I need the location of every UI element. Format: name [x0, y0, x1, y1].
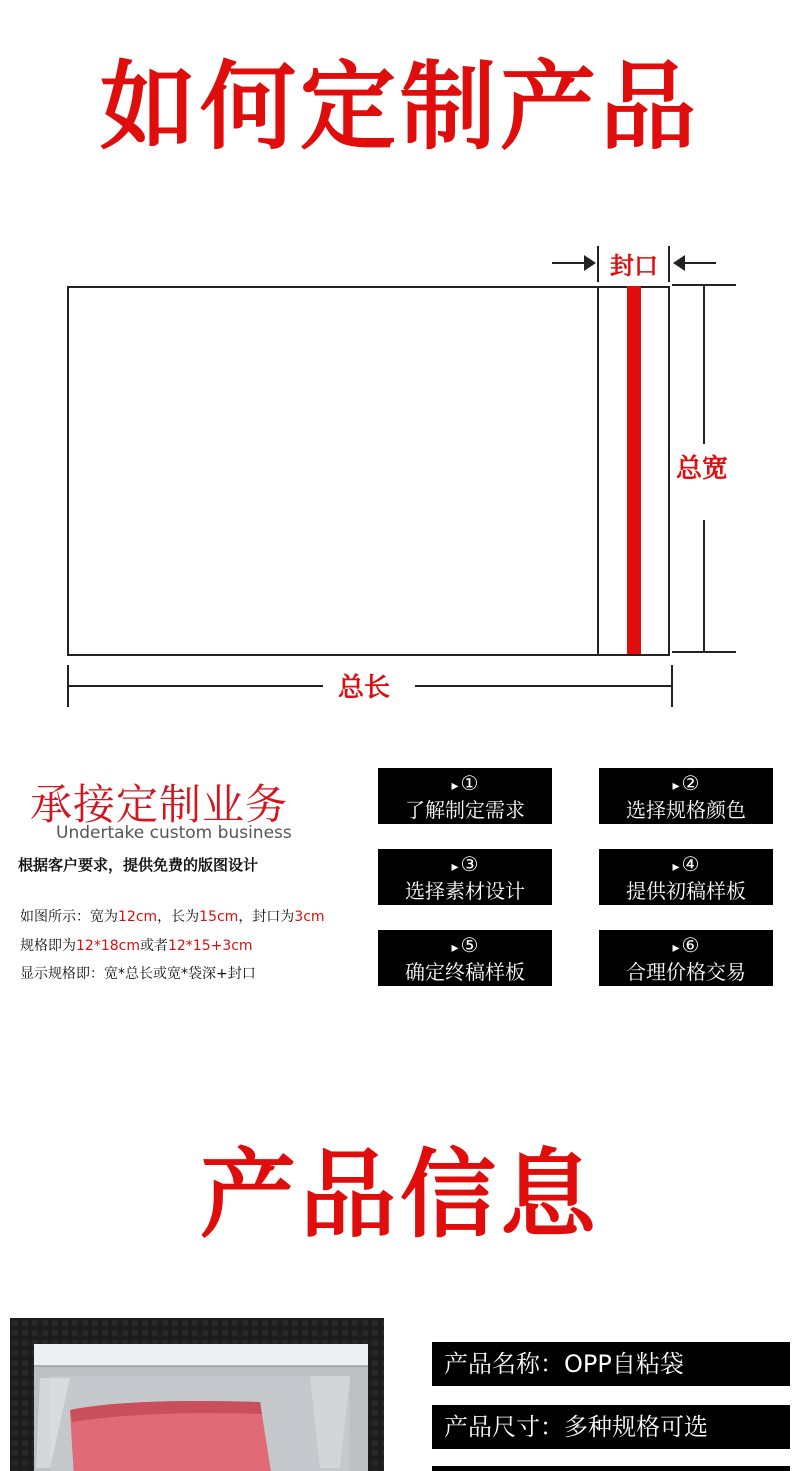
product-name-bar: 产品名称：OPP自粘袋: [432, 1342, 790, 1386]
step-text: 选择素材设计: [405, 879, 525, 903]
step-number: ▸ ⑤: [378, 934, 552, 959]
length-label: 总长: [338, 673, 391, 703]
step-number: ▸ ②: [599, 772, 773, 797]
seal-tick-right: [668, 246, 670, 282]
step-number: ▸ ③: [378, 853, 552, 878]
step-text: 合理价格交易: [626, 960, 746, 984]
spec-example-line-2: 规格即为12*18cm或者12*15+3cm: [20, 938, 253, 954]
undertake-title: 承接定制业务: [30, 780, 289, 829]
width-label: 总宽: [676, 454, 729, 484]
step-6: [599, 930, 773, 986]
length-line-right: [415, 685, 671, 687]
step-text: 提供初稿样板: [626, 879, 746, 903]
step-text: 了解制定需求: [405, 798, 525, 822]
step-number: ▸ ⑥: [599, 934, 773, 959]
step-3: [378, 849, 552, 905]
step-number: ▸ ④: [599, 853, 773, 878]
product-info-bar-partial: [432, 1466, 790, 1471]
adhesive-strip: [627, 286, 641, 654]
step-text: 确定终稿样板: [405, 960, 525, 984]
length-tick-right: [671, 665, 673, 707]
custom-title: 如何定制产品: [100, 51, 700, 163]
step-1: [378, 768, 552, 824]
length-line-left: [67, 685, 323, 687]
bag-outline: [67, 286, 670, 656]
seal-tick-left: [597, 246, 599, 282]
product-size-bar: 产品尺寸：多种规格可选: [432, 1405, 790, 1449]
step-5: [378, 930, 552, 986]
width-line-bottom: [703, 520, 705, 652]
service-description: 根据客户要求，提供免费的版图设计: [18, 856, 259, 874]
seal-line: [597, 286, 599, 654]
width-line-top: [703, 284, 705, 444]
info-title: 产品信息: [200, 1139, 600, 1251]
arrow-right-icon: [584, 255, 596, 271]
undertake-subtitle: Undertake custom business: [56, 823, 292, 843]
product-photo: [10, 1318, 384, 1471]
step-text: 选择规格颜色: [626, 798, 746, 822]
arrow-left-icon: [673, 255, 685, 271]
step-4: [599, 849, 773, 905]
step-2: [599, 768, 773, 824]
seal-label: 封口: [610, 252, 658, 280]
step-number: ▸ ①: [378, 772, 552, 797]
spec-example-line-1: 如图所示：宽为12cm，长为15cm，封口为3cm: [20, 909, 325, 925]
spec-example-line-3: 显示规格即：宽*总长或宽*袋深+封口: [20, 966, 256, 982]
